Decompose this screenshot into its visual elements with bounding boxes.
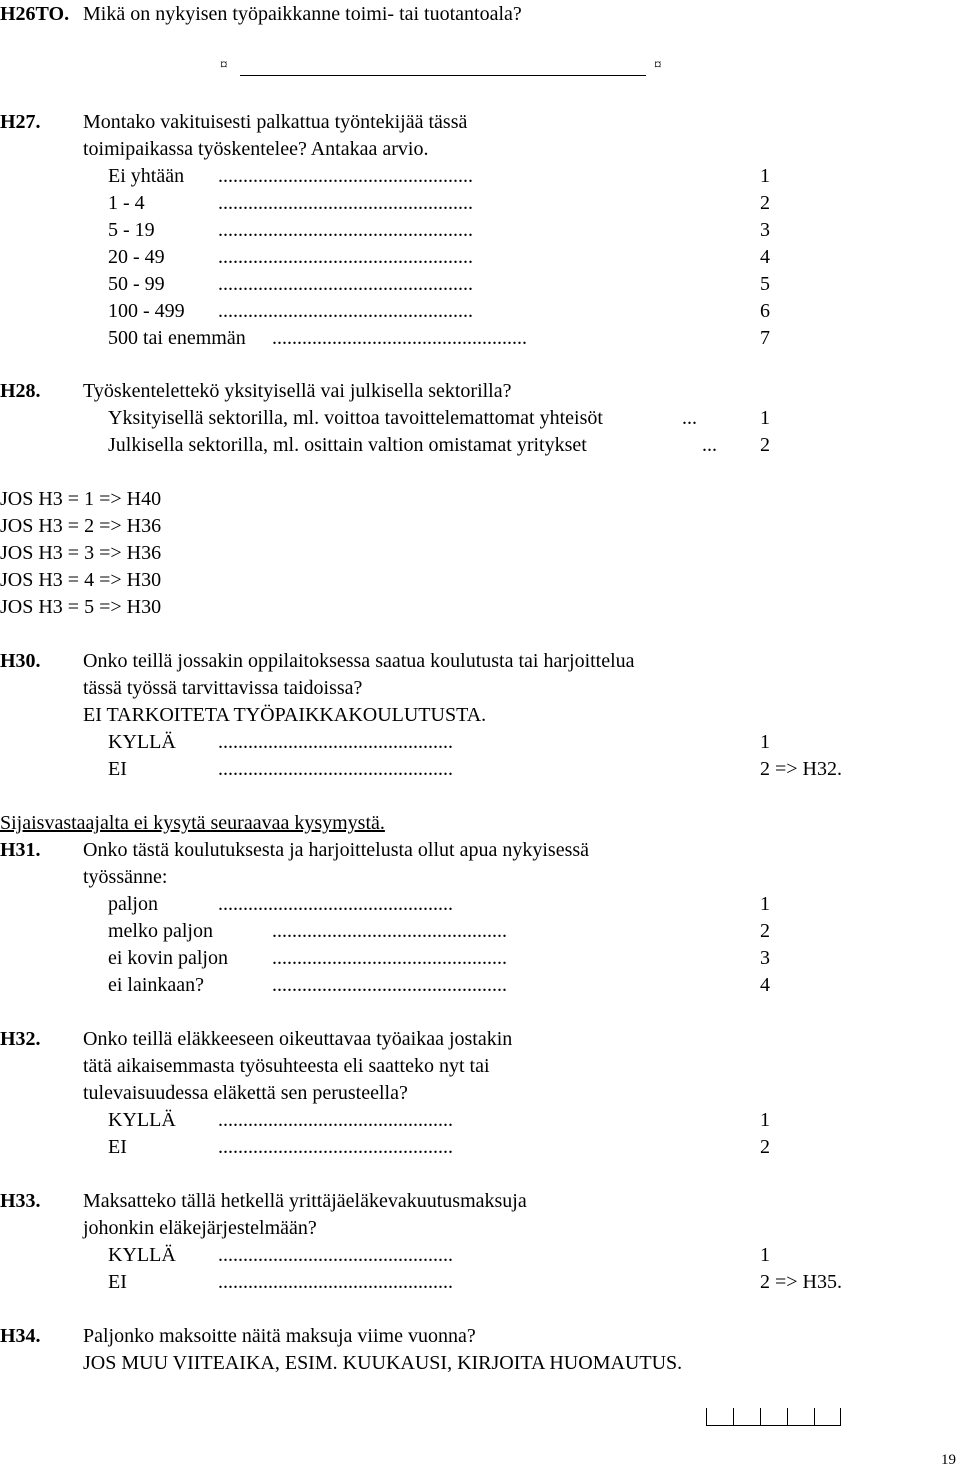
h28-option-code[interactable]: 2	[760, 434, 770, 456]
h30-option-dots: ...............................................	[218, 758, 453, 780]
question-h27-number: H27.	[0, 111, 41, 133]
h32-option-label: KYLLÄ	[108, 1109, 176, 1131]
question-h32-line3: tulevaisuudessa eläkettä sen perusteella?	[83, 1082, 408, 1104]
routing-instruction: JOS H3 = 1 => H40	[0, 488, 162, 510]
h33-option-dots: ...............................................	[218, 1244, 453, 1266]
h27-option-label: 1 - 4	[108, 192, 145, 214]
amount-digit-box[interactable]	[760, 1408, 787, 1426]
question-h27-line2: toimipaikassa työskentelee? Antakaa arvio.	[83, 138, 429, 160]
h31-option-code[interactable]: 1	[760, 893, 770, 915]
h28-option-label: Julkisella sektorilla, ml. osittain valtion omistamat yritykset	[108, 434, 587, 456]
h27-option-label: 20 - 49	[108, 246, 165, 268]
h27-option-dots: ...................................................	[218, 273, 473, 295]
amount-digit-box[interactable]	[787, 1408, 814, 1426]
h32-option-code[interactable]: 1	[760, 1109, 770, 1131]
h30-option-code[interactable]: 2 => H32.	[760, 758, 843, 780]
question-h30-line1: Onko teillä jossakin oppilaitoksessa saatua koulutusta tai harjoittelua	[83, 650, 635, 672]
h28-option-dots: ...	[682, 407, 697, 429]
h31-option-code[interactable]: 4	[760, 974, 770, 996]
h27-option-dots: ...................................................	[218, 246, 473, 268]
question-h33-number: H33.	[0, 1190, 41, 1212]
h28-option-code[interactable]: 1	[760, 407, 770, 429]
question-h31-line1: Onko tästä koulutuksesta ja harjoittelusta ollut apua nykyisessä	[83, 839, 590, 861]
h27-option-code[interactable]: 4	[760, 246, 770, 268]
h27-option-code[interactable]: 3	[760, 219, 770, 241]
h27-option-dots: ...................................................	[218, 300, 473, 322]
h30-option-label: EI	[108, 758, 127, 780]
question-h32-line1: Onko teillä eläkkeeseen oikeuttavaa työaikaa jostakin	[83, 1028, 513, 1050]
h27-option-label: Ei yhtään	[108, 165, 185, 187]
h32-option-dots: ...............................................	[218, 1136, 453, 1158]
h33-option-label: KYLLÄ	[108, 1244, 176, 1266]
h27-option-label: 50 - 99	[108, 273, 165, 295]
h32-option-label: EI	[108, 1136, 127, 1158]
field-end-mark-icon: ¤	[654, 57, 662, 73]
question-h32-line2: tätä aikaisemmasta työsuhteesta eli saatteko nyt tai	[83, 1055, 490, 1077]
h31-option-dots: ...............................................	[272, 974, 507, 996]
question-h26-number: H26TO.	[0, 3, 70, 25]
h27-option-code[interactable]: 5	[760, 273, 770, 295]
h27-option-code[interactable]: 2	[760, 192, 770, 214]
question-h30-line2: tässä työssä tarvittavissa taidoissa?	[83, 677, 363, 699]
question-h32-number: H32.	[0, 1028, 41, 1050]
field-start-mark-icon: ¤	[220, 57, 228, 73]
routing-instruction: JOS H3 = 4 => H30	[0, 569, 162, 591]
h33-option-label: EI	[108, 1271, 127, 1293]
amount-digit-box[interactable]	[733, 1408, 760, 1426]
h33-option-code[interactable]: 2 => H35.	[760, 1271, 843, 1293]
h27-option-label: 100 - 499	[108, 300, 185, 322]
question-h27-line1: Montako vakituisesti palkattua työntekijää tässä	[83, 111, 468, 133]
h30-option-code[interactable]: 1	[760, 731, 770, 753]
routing-instruction: JOS H3 = 5 => H30	[0, 596, 162, 618]
question-h30-number: H30.	[0, 650, 41, 672]
routing-instruction: JOS H3 = 2 => H36	[0, 515, 162, 537]
question-h31-line2: työssänne:	[83, 866, 168, 888]
question-h30-note: EI TARKOITETA TYÖPAIKKAKOULUTUSTA.	[83, 704, 487, 726]
question-h34-line2: JOS MUU VIITEAIKA, ESIM. KUUKAUSI, KIRJOITA HUOMAUTUS.	[83, 1352, 683, 1374]
h31-option-label: ei lainkaan?	[108, 974, 205, 996]
h31-option-dots: ...............................................	[272, 947, 507, 969]
h31-option-label: paljon	[108, 893, 158, 915]
answer-line-h26[interactable]	[240, 75, 646, 76]
question-h34-number: H34.	[0, 1325, 41, 1347]
h31-option-code[interactable]: 2	[760, 920, 770, 942]
question-h34-line1: Paljonko maksoitte näitä maksuja viime vuonna?	[83, 1325, 476, 1347]
h33-option-dots: ...............................................	[218, 1271, 453, 1293]
question-h33-line1: Maksatteko tällä hetkellä yrittäjäeläkevakuutusmaksuja	[83, 1190, 527, 1212]
question-h33-line2: johonkin eläkejärjestelmään?	[83, 1217, 317, 1239]
amount-digit-box[interactable]	[814, 1408, 841, 1426]
h27-option-code[interactable]: 6	[760, 300, 770, 322]
h32-option-code[interactable]: 2	[760, 1136, 770, 1158]
h27-option-dots: ...................................................	[218, 192, 473, 214]
h33-option-code[interactable]: 1	[760, 1244, 770, 1266]
question-h31-number: H31.	[0, 839, 41, 861]
h28-option-label: Yksityisellä sektorilla, ml. voittoa tavoittelemattomat yhteisöt	[108, 407, 603, 429]
amount-entry-boxes[interactable]	[706, 1408, 841, 1431]
h30-option-dots: ...............................................	[218, 731, 453, 753]
h27-option-dots: ...................................................	[218, 219, 473, 241]
h31-option-label: melko paljon	[108, 920, 213, 942]
h31-option-code[interactable]: 3	[760, 947, 770, 969]
h31-option-label: ei kovin paljon	[108, 947, 228, 969]
substitute-respondent-note: Sijaisvastaajalta ei kysytä seuraavaa kysymystä.	[0, 812, 385, 834]
question-h28-number: H28.	[0, 380, 41, 402]
h27-option-dots: ...................................................	[218, 165, 473, 187]
routing-instruction: JOS H3 = 3 => H36	[0, 542, 162, 564]
h32-option-dots: ...............................................	[218, 1109, 453, 1131]
amount-digit-box[interactable]	[706, 1408, 733, 1426]
h27-option-label: 500 tai enemmän	[108, 327, 246, 349]
h31-option-dots: ...............................................	[272, 920, 507, 942]
question-h26-text: Mikä on nykyisen työpaikkanne toimi- tai tuotantoala?	[83, 3, 522, 25]
h27-option-code[interactable]: 7	[760, 327, 770, 349]
h31-option-dots: ...............................................	[218, 893, 453, 915]
h27-option-dots: ...................................................	[272, 327, 527, 349]
question-h28-line1: Työskentelettekö yksityisellä vai julkisella sektorilla?	[83, 380, 512, 402]
h30-option-label: KYLLÄ	[108, 731, 176, 753]
page-number: 19	[941, 1452, 956, 1468]
h28-option-dots: ...	[702, 434, 717, 456]
h27-option-code[interactable]: 1	[760, 165, 770, 187]
h27-option-label: 5 - 19	[108, 219, 155, 241]
